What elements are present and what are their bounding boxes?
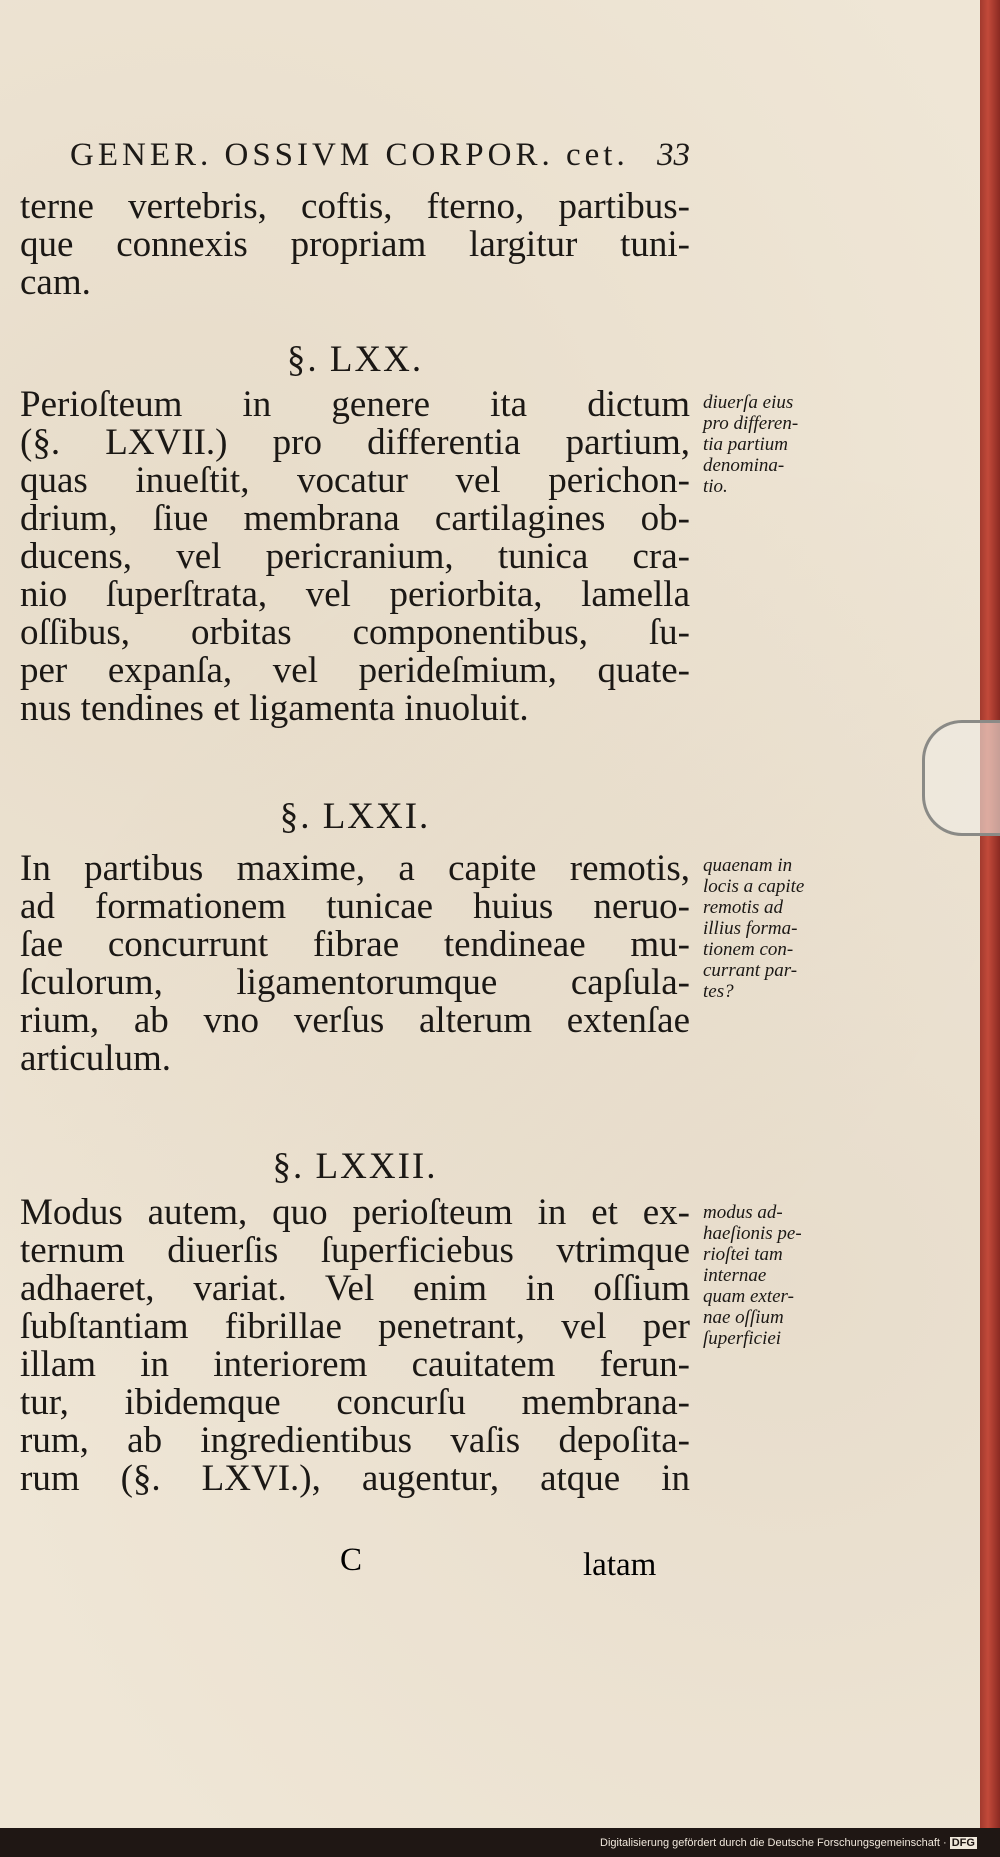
margin-line: tio. (703, 476, 728, 497)
margin-line: locis a capite (703, 876, 805, 897)
margin-line: denomina- (703, 455, 785, 476)
text-line: per expanſa, vel perideſmium, quate- (20, 650, 690, 691)
catchword: latam (583, 1547, 657, 1583)
text-line: In partibus maxime, a capite remotis, (20, 848, 690, 889)
text-line: ſubſtantiam fibrillae penetrant, vel per (20, 1306, 690, 1347)
signature-mark: C (340, 1542, 363, 1578)
paragraph-71 (20, 850, 690, 1078)
margin-line: currant par- (703, 960, 798, 981)
section-heading-72: §. LXXII. (272, 1146, 438, 1187)
text-line: drium, ſiue membrana cartilagines ob- (20, 498, 690, 539)
paragraph-72 (20, 1194, 690, 1498)
paragraph-70 (20, 386, 690, 728)
margin-line: rioſtei tam (703, 1244, 783, 1265)
book-edge (980, 0, 1000, 1828)
text-line: (§. LXVII.) pro differentia partium, (20, 422, 690, 463)
margin-line: quam exter- (703, 1286, 794, 1307)
text-line: rum, ab ingredientibus vaſis depoſita- (20, 1420, 690, 1461)
margin-line: internae (703, 1265, 767, 1286)
text-line: tur, ibidemque concurſu membrana- (20, 1382, 690, 1423)
margin-note-71 (703, 855, 843, 1002)
margin-line: remotis ad (703, 897, 784, 918)
text-line: nus tendines et ligamenta inuoluit. (20, 688, 529, 729)
margin-line: tes? (703, 981, 734, 1002)
margin-note-72 (703, 1202, 843, 1349)
margin-line: illius forma- (703, 918, 798, 939)
dfg-logo: DFG (951, 1837, 975, 1849)
text-line: que connexis propriam largitur tuni- (20, 224, 690, 265)
text-line: Modus autem, quo perioſteum in et ex- (20, 1192, 690, 1233)
margin-line: haeſionis pe- (703, 1223, 802, 1244)
text-line: Perioſteum in genere ita dictum (20, 384, 690, 425)
text-line: oſſibus, orbitas componentibus, ſu- (20, 612, 690, 653)
text-line: ſae concurrunt fibrae tendineae mu- (20, 924, 690, 965)
running-header (70, 137, 690, 174)
text-line: articulum. (20, 1038, 172, 1079)
text-line: rum (§. LXVI.), augentur, atque in (20, 1458, 690, 1499)
text-line: terne vertebris, coftis, fterno, partibus- (20, 186, 690, 227)
section-heading-71: §. LXXI. (279, 796, 431, 837)
margin-line: ſuperficiei (703, 1328, 782, 1349)
margin-line: pro differen- (703, 413, 799, 434)
margin-line: tionem con- (703, 939, 794, 960)
running-title: GENER. OSSIVM CORPOR. cet. (70, 137, 629, 173)
margin-line: nae oſſium (703, 1307, 784, 1328)
section-heading-70: §. LXX. (286, 339, 424, 380)
footer-text: Digitalisierung gefördert durch die Deutsche Forschungsgemeinschaft · (600, 1837, 947, 1849)
digitization-footer (600, 1837, 977, 1849)
text-line: ducens, vel pericranium, tunica cra- (20, 536, 690, 577)
text-line: adhaeret, variat. Vel enim in oſſium (20, 1268, 690, 1309)
margin-line: tia partium (703, 434, 788, 455)
margin-line: modus ad- (703, 1202, 783, 1223)
paragraph-continuation (20, 188, 690, 302)
margin-note-70 (703, 392, 843, 497)
page-tab-marker (922, 720, 1000, 836)
text-line: nio ſuperſtrata, vel periorbita, lamella (20, 574, 690, 615)
page-number: 33 (657, 137, 690, 173)
text-line: cam. (20, 262, 91, 303)
text-line: ternum diuerſis ſuperficiebus vtrimque (20, 1230, 690, 1271)
margin-line: quaenam in (703, 855, 793, 876)
margin-line: diuerſa eius (703, 392, 794, 413)
text-line: ſculorum, ligamentorumque capſula- (20, 962, 690, 1003)
text-line: ad formationem tunicae huius neruo- (20, 886, 690, 927)
text-line: rium, ab vno verſus alterum extenſae (20, 1000, 690, 1041)
text-line: illam in interiorem cauitatem ferun- (20, 1344, 690, 1385)
text-line: quas inueſtit, vocatur vel perichon- (20, 460, 690, 501)
